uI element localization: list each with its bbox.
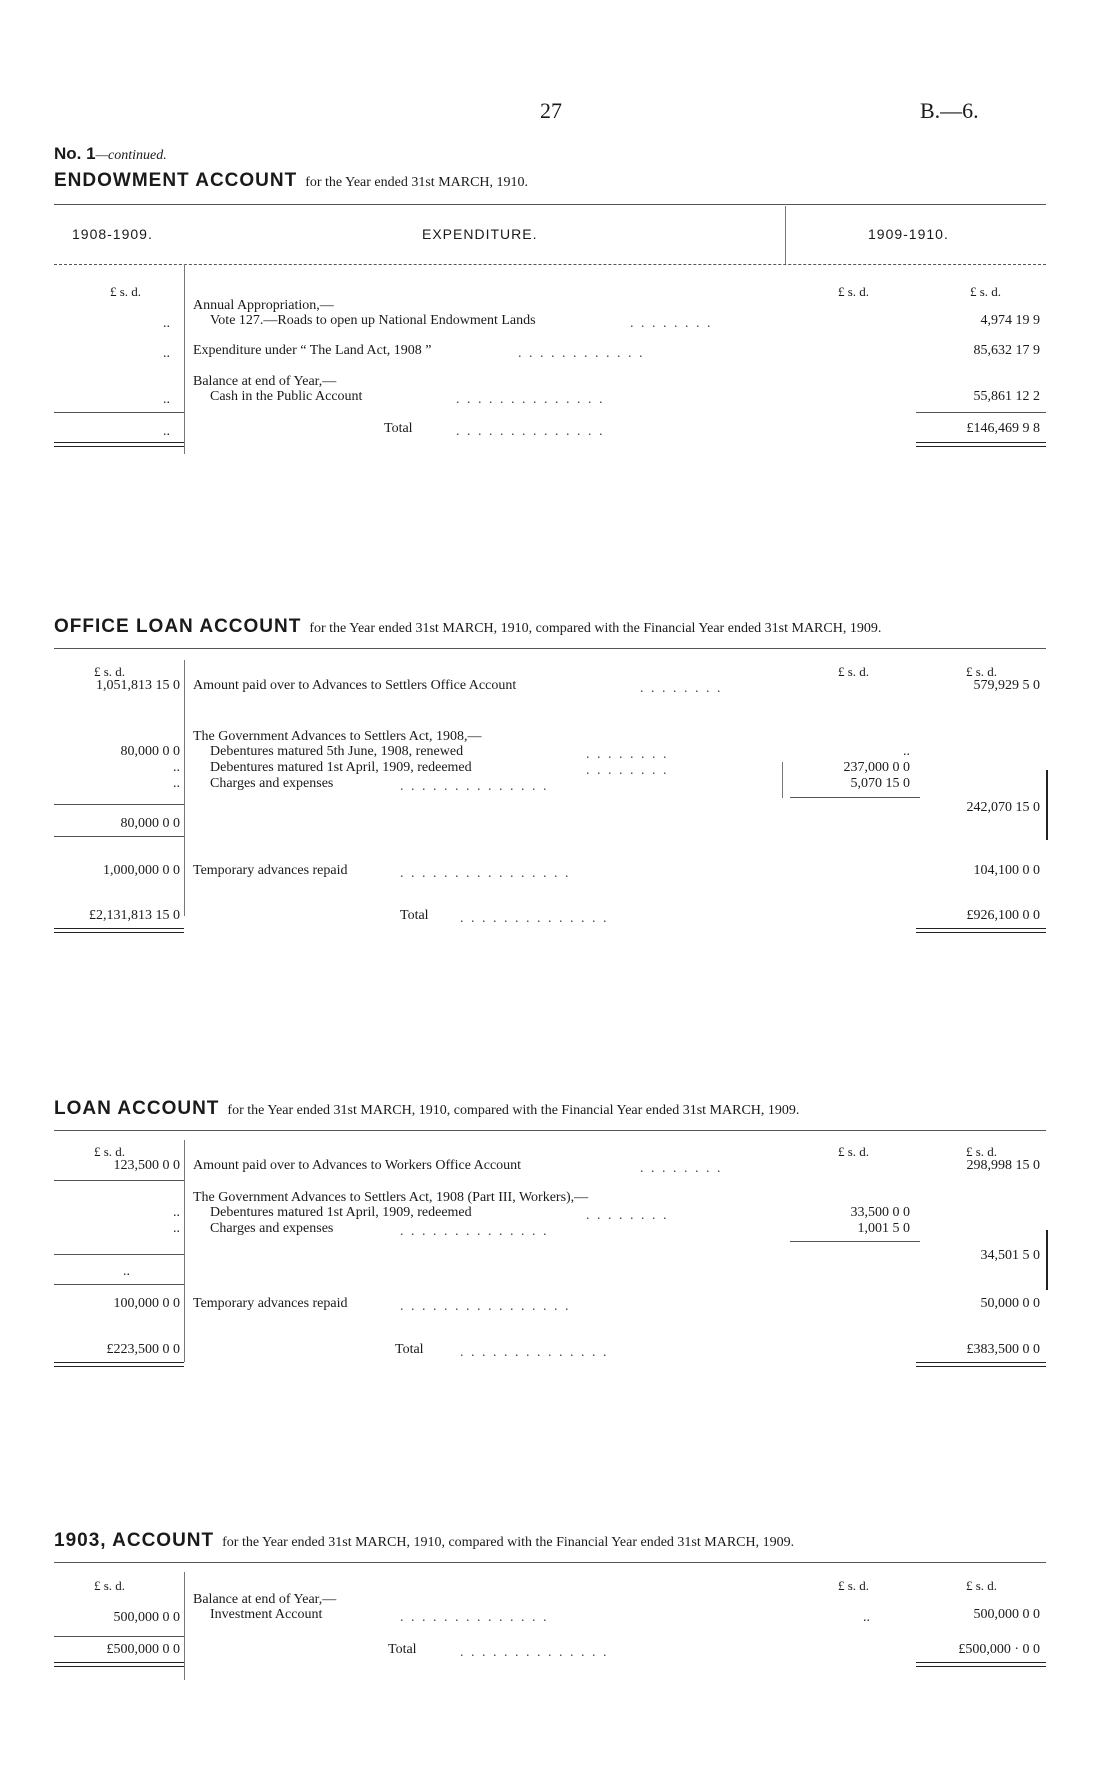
endowment-title-main: ENDOWMENT ACCOUNT (54, 170, 298, 191)
rule (54, 1130, 1046, 1131)
office-loan-act-line-sub: 5,070 15 0 (850, 776, 910, 791)
double-rule (54, 1362, 184, 1367)
column-divider (1046, 770, 1048, 840)
rule (54, 412, 184, 413)
office-loan-act-line-sub: 237,000 0 0 (843, 760, 910, 775)
endowment-row-label: Vote 127.—Roads to open up National Endowment Lands (210, 313, 536, 328)
endowment-row-label: Cash in the Public Account (210, 389, 363, 404)
office-loan-act-line-prev: .. (173, 760, 180, 775)
dot-leader: . . . . . . . . . . . . . . (400, 1610, 549, 1625)
endowment-row-head: Annual Appropriation,— (193, 298, 334, 313)
loan-act-line-prev: .. (173, 1221, 180, 1236)
endowment-units-sub: £ s. d. (838, 284, 870, 299)
loan-act-line-sub: 1,001 5 0 (857, 1221, 910, 1236)
endowment-row-prev: .. (163, 392, 170, 407)
column-divider (782, 762, 783, 798)
double-rule (916, 442, 1046, 447)
acct1903-units-curr: £ s. d. (966, 1578, 998, 1593)
column-divider (184, 1140, 185, 1362)
page-number: 27 (540, 98, 562, 123)
dot-leader: . . . . . . . . . . . . . . (400, 1224, 549, 1239)
dot-leader: . . . . . . . . . . . . . . (456, 392, 605, 407)
dot-leader: . . . . . . . . (586, 1208, 669, 1223)
office-loan-act-head: The Government Advances to Settlers Act, 1908,— (193, 729, 482, 744)
loan-act-value: 34,501 5 0 (980, 1248, 1040, 1263)
loan-total-value: £383,500 0 0 (966, 1342, 1040, 1357)
loan-act-head: The Government Advances to Settlers Act, 1908 (Part III, Workers),— (193, 1190, 589, 1205)
office-loan-temp-prev: 1,000,000 0 0 (103, 863, 180, 878)
dot-leader: . . . . . . . . . . . . . . (460, 911, 609, 926)
endowment-subtitle: for the Year ended 31st MARCH, 1910. (305, 175, 529, 190)
loan-units-curr: £ s. d. (966, 1144, 998, 1159)
endowment-total-prev: .. (163, 424, 170, 439)
office-loan-act-line-sub: .. (903, 744, 910, 759)
double-rule (916, 928, 1046, 933)
double-rule (916, 1662, 1046, 1667)
loan-title (54, 1098, 799, 1120)
dot-leader: . . . . . . . . . . . . . . . . (400, 866, 571, 881)
office-loan-title-main: OFFICE LOAN ACCOUNT (54, 616, 302, 637)
rule (54, 264, 1046, 265)
loan-act-sub-prev: .. (123, 1264, 130, 1279)
office-loan-total-value: £926,100 0 0 (966, 908, 1040, 923)
rule (54, 1636, 184, 1637)
column-divider (1046, 1230, 1048, 1290)
loan-temp-prev: 100,000 0 0 (113, 1296, 180, 1311)
loan-act-line: Debentures matured 1st April, 1909, redeemed (210, 1205, 472, 1220)
acct1903-units-sub: £ s. d. (838, 1578, 870, 1593)
rule (54, 204, 1046, 205)
dot-leader: . . . . . . . . (586, 763, 669, 778)
office-loan-act-value: 242,070 15 0 (966, 800, 1040, 815)
dot-leader: . . . . . . . . (640, 1161, 723, 1176)
section-number-label: No. 1 (54, 144, 96, 163)
rule (54, 1180, 184, 1181)
acct1903-total-prev: £500,000 0 0 (106, 1642, 180, 1657)
loan-row1-label: Amount paid over to Advances to Workers Office Account (193, 1158, 522, 1173)
office-loan-act-line: Debentures matured 5th June, 1908, renewed (210, 744, 464, 759)
endowment-title (54, 170, 528, 192)
dot-leader: . . . . . . . . . . . . (518, 346, 645, 361)
double-rule (54, 442, 184, 447)
dot-leader: . . . . . . . . . . . . . . (460, 1645, 609, 1660)
dot-leader: . . . . . . . . (640, 681, 723, 696)
rule (54, 836, 184, 837)
loan-total-prev: £223,500 0 0 (106, 1342, 180, 1357)
loan-row1-prev: 123,500 0 0 (113, 1158, 180, 1173)
endowment-row-prev: .. (163, 316, 170, 331)
office-loan-row1-prev: 1,051,813 15 0 (96, 678, 180, 693)
rule (54, 804, 184, 805)
acct1903-label: Investment Account (210, 1607, 323, 1622)
office-loan-total-prev: £2,131,813 15 0 (89, 908, 180, 923)
acct1903-title (54, 1530, 794, 1552)
dot-leader: . . . . . . . . (586, 747, 669, 762)
rule (54, 1562, 1046, 1563)
office-loan-temp-value: 104,100 0 0 (973, 863, 1040, 878)
column-divider (184, 264, 185, 454)
endowment-row-head: Balance at end of Year,— (193, 374, 337, 389)
dot-leader: . . . . . . . . . . . . . . (456, 424, 605, 439)
acct1903-head: Balance at end of Year,— (193, 1592, 337, 1607)
endowment-units-curr: £ s. d. (970, 284, 1002, 299)
loan-temp-value: 50,000 0 0 (980, 1296, 1040, 1311)
loan-total-label: Total (395, 1342, 424, 1357)
endowment-units-prev: £ s. d. (110, 284, 142, 299)
endowment-col-expenditure: EXPENDITURE. (422, 226, 538, 242)
endowment-col-prev-year: 1908-1909. (72, 226, 153, 242)
column-divider (184, 660, 185, 916)
office-loan-subtitle: for the Year ended 31st MARCH, 1910, compared with the Financial Year ended 31st MARCH, 1909. (309, 621, 882, 636)
double-rule (54, 1662, 184, 1667)
acct1903-total-label: Total (388, 1642, 417, 1657)
office-loan-temp-label: Temporary advances repaid (193, 863, 348, 878)
rule (790, 1241, 920, 1242)
office-loan-act-line-prev: 80,000 0 0 (120, 744, 180, 759)
office-loan-total-label: Total (400, 908, 429, 923)
office-loan-row1-label: Amount paid over to Advances to Settlers Office Account (193, 678, 517, 693)
loan-act-line-sub: 33,500 0 0 (850, 1205, 910, 1220)
office-loan-act-line: Debentures matured 1st April, 1909, redeemed (210, 760, 472, 775)
rule (790, 797, 920, 798)
dot-leader: . . . . . . . . . . . . . . (400, 779, 549, 794)
office-loan-act-line-prev: .. (173, 776, 180, 791)
loan-units-prev: £ s. d. (94, 1144, 126, 1159)
loan-temp-label: Temporary advances repaid (193, 1296, 348, 1311)
endowment-row-value: 85,632 17 9 (973, 343, 1040, 358)
office-loan-row1-value: 579,929 5 0 (973, 678, 1040, 693)
dot-leader: . . . . . . . . . . . . . . . . (400, 1299, 571, 1314)
endowment-row-value: 55,861 12 2 (973, 389, 1040, 404)
dot-leader: . . . . . . . . (630, 316, 713, 331)
column-divider (785, 206, 786, 264)
loan-title-main: LOAN ACCOUNT (54, 1098, 220, 1119)
office-loan-title (54, 616, 881, 638)
rule (916, 412, 1046, 413)
rule (54, 648, 1046, 649)
acct1903-title-main: 1903, ACCOUNT (54, 1530, 215, 1551)
endowment-row-value: 4,974 19 9 (980, 313, 1040, 328)
office-loan-units-curr: £ s. d. (966, 664, 998, 679)
acct1903-prev: 500,000 0 0 (113, 1610, 180, 1625)
endowment-col-curr-year: 1909-1910. (868, 226, 949, 242)
loan-act-line: Charges and expenses (210, 1221, 334, 1236)
office-loan-act-sub-prev: 80,000 0 0 (120, 816, 180, 831)
dot-leader: . . . . . . . . . . . . . . (460, 1345, 609, 1360)
endowment-total-value: £146,469 9 8 (966, 421, 1040, 436)
endowment-row-label: Expenditure under “ The Land Act, 1908 ” (193, 343, 432, 358)
double-rule (54, 928, 184, 933)
double-rule (916, 1362, 1046, 1367)
endowment-total-label: Total (384, 421, 413, 436)
office-loan-units-prev: £ s. d. (94, 664, 126, 679)
loan-act-line-prev: .. (173, 1205, 180, 1220)
acct1903-value: 500,000 0 0 (973, 1607, 1040, 1622)
section-number-suffix: —continued. (95, 148, 167, 163)
column-divider (184, 1572, 185, 1680)
acct1903-sub: .. (863, 1610, 870, 1625)
document-reference: B.—6. (920, 98, 979, 123)
loan-subtitle: for the Year ended 31st MARCH, 1910, compared with the Financial Year ended 31st MARCH, 1909. (227, 1103, 800, 1118)
rule (54, 1254, 184, 1255)
office-loan-units-sub: £ s. d. (838, 664, 870, 679)
endowment-row-prev: .. (163, 346, 170, 361)
loan-row1-value: 298,998 15 0 (966, 1158, 1040, 1173)
rule (54, 1284, 184, 1285)
office-loan-act-line: Charges and expenses (210, 776, 334, 791)
acct1903-units-prev: £ s. d. (94, 1578, 126, 1593)
acct1903-subtitle: for the Year ended 31st MARCH, 1910, compared with the Financial Year ended 31st MARCH, 1909. (222, 1535, 795, 1550)
section-number (54, 144, 167, 164)
loan-units-sub: £ s. d. (838, 1144, 870, 1159)
acct1903-total-value: £500,000 · 0 0 (958, 1642, 1040, 1657)
